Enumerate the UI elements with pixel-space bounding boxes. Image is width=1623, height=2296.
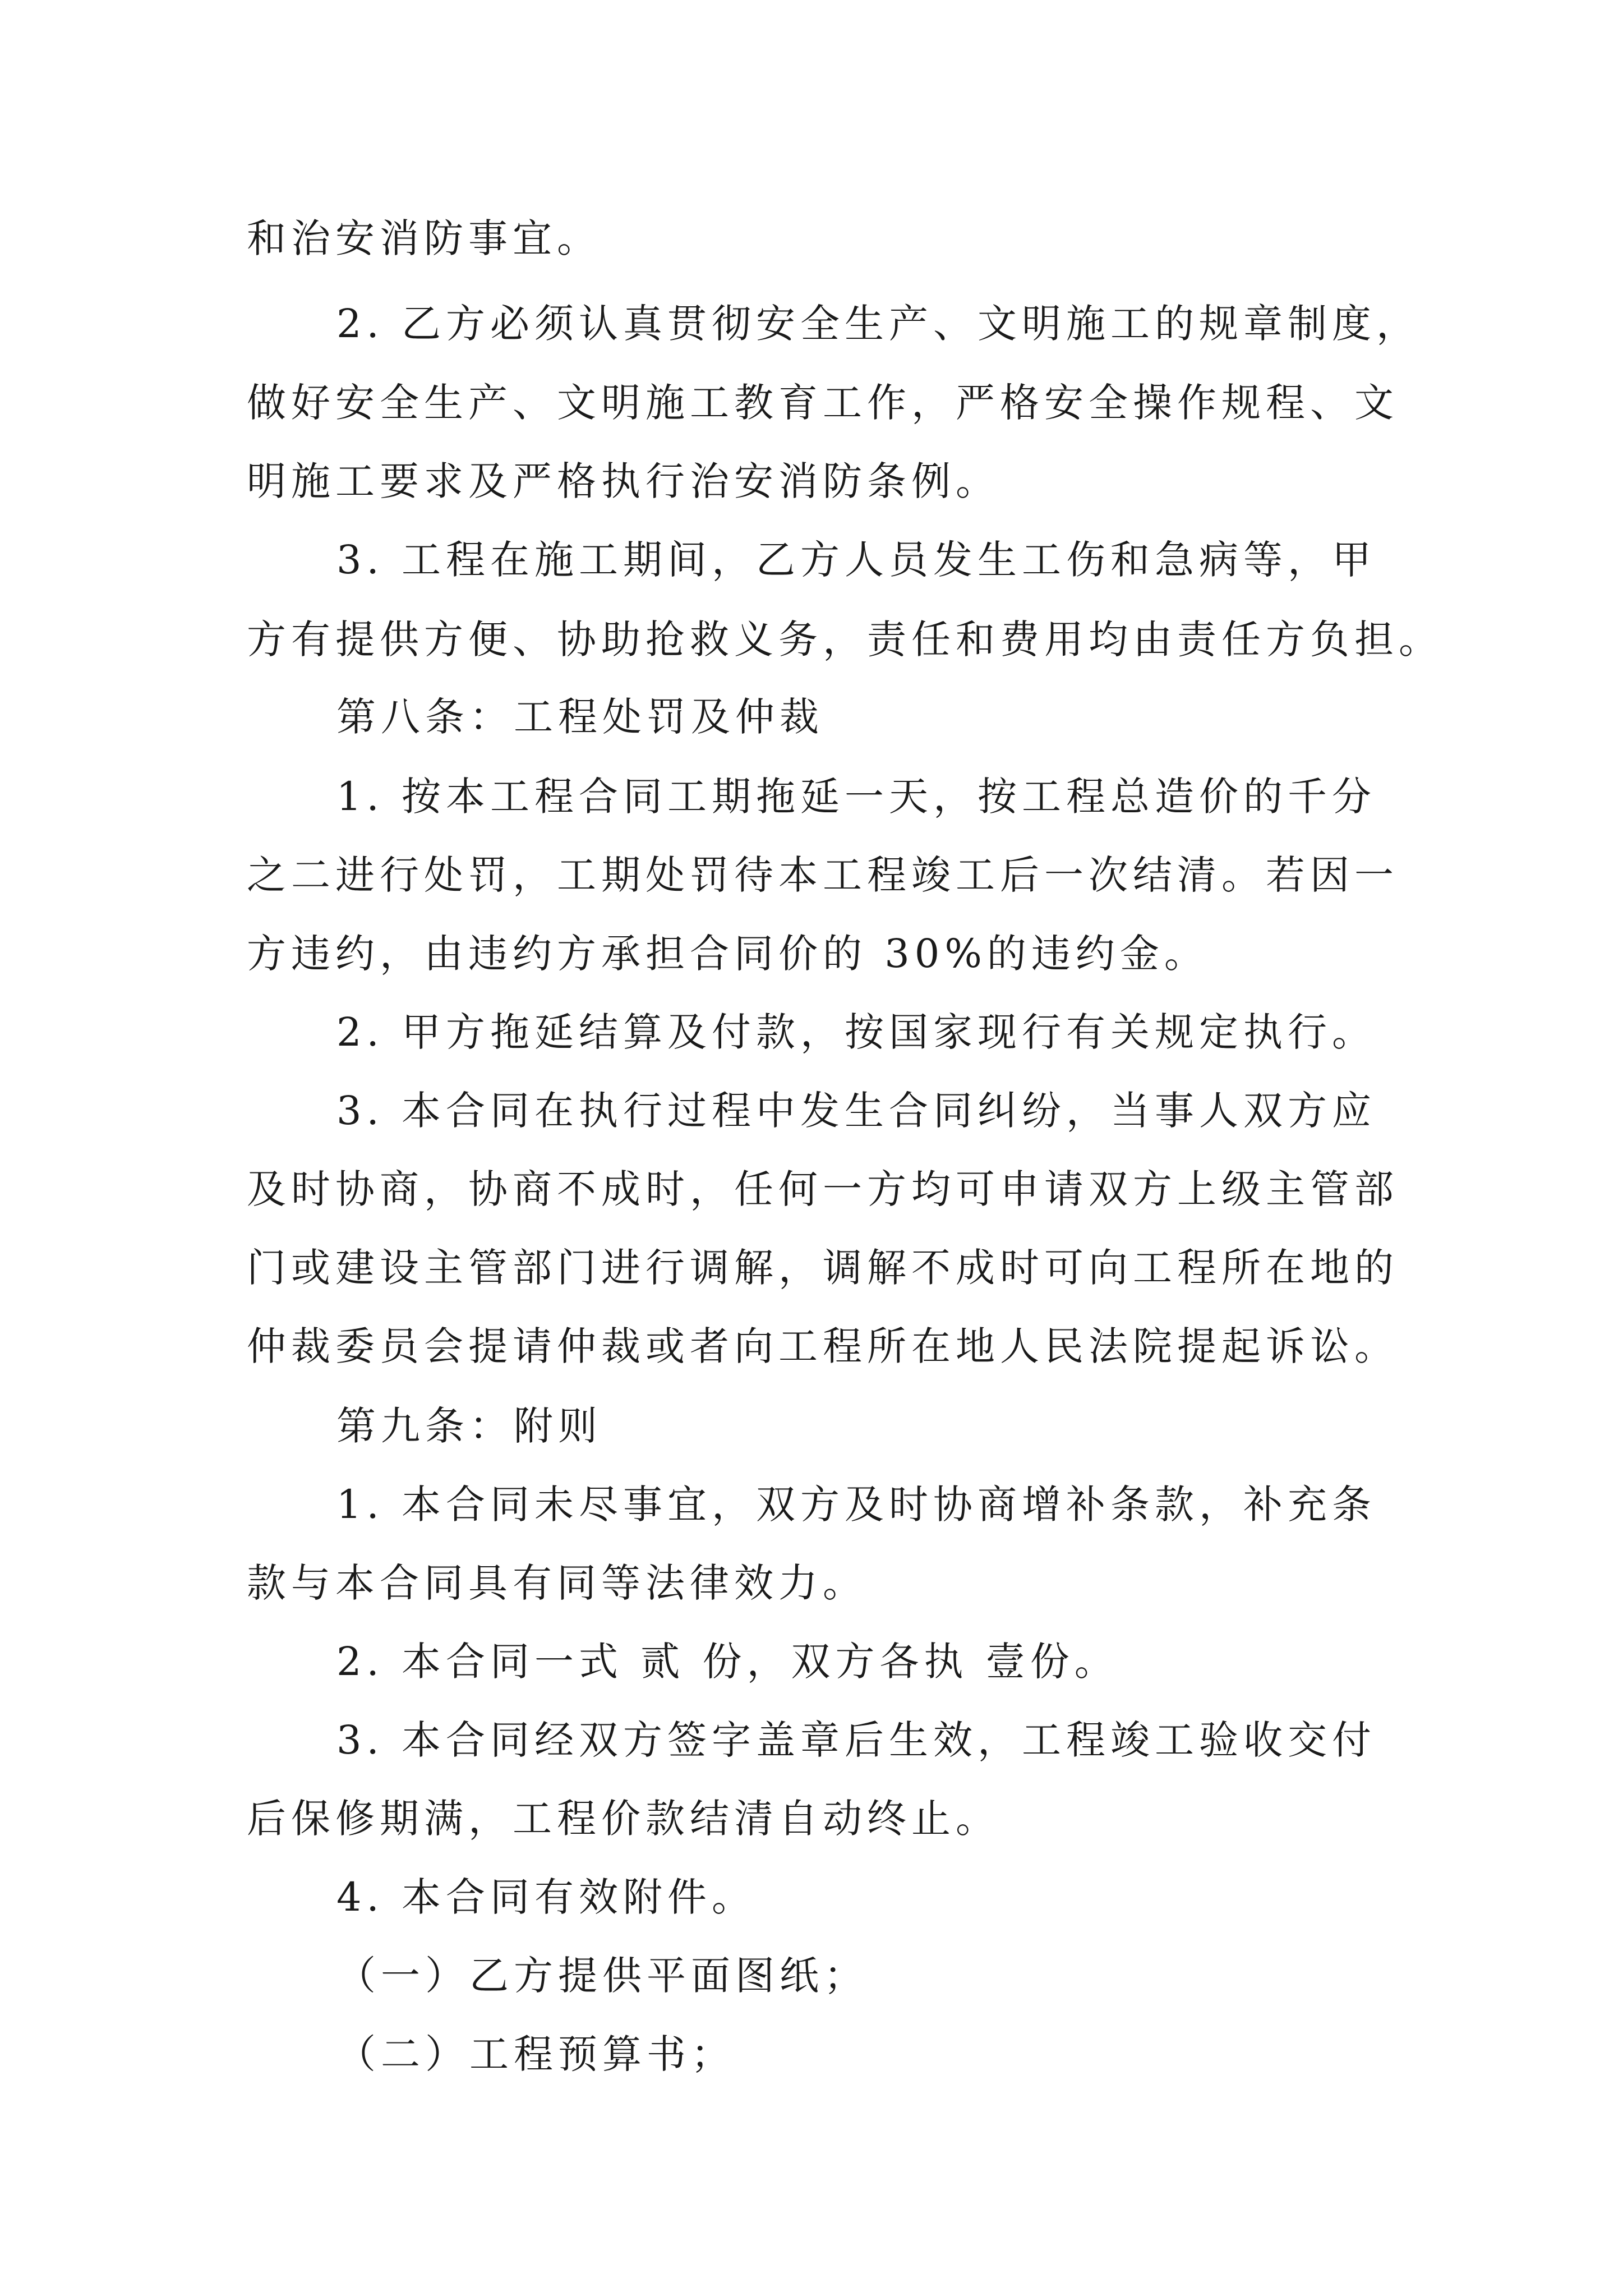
clause-9-1-line: 1. 本合同未尽事宜，双方及时协商增补条款，补充条: [336, 1481, 1377, 1527]
body-text-line: 后保修期满，工程价款结清自动终止。: [247, 1796, 1000, 1842]
body-text-line: 仲裁委员会提请仲裁或者向工程所在地人民法院提起诉讼。: [247, 1323, 1399, 1369]
clause-9-4-line: 4. 本合同有效附件。: [336, 1874, 757, 1920]
clause-9-2-line: 2. 本合同一式 贰 份，双方各执 壹份。: [336, 1639, 1119, 1685]
article-9-heading: 第九条：附则: [336, 1403, 602, 1449]
body-text-line: 门或建设主管部门进行调解，调解不成时可向工程所在地的: [247, 1245, 1399, 1291]
body-text-line: 之二进行处罚，工期处罚待本工程竣工后一次结清。若因一: [247, 852, 1399, 898]
body-text-line: 和治安消防事宜。: [247, 215, 601, 261]
clause-9-3-line: 3. 本合同经双方签字盖章后生效，工程竣工验收交付: [336, 1717, 1377, 1763]
attachment-item-2: （二）工程预算书；: [336, 2031, 735, 2077]
body-text-line: 方有提供方便、协助抢救义务，责任和费用均由责任方负担。: [247, 616, 1443, 662]
clause-8-3-line: 3. 本合同在执行过程中发生合同纠纷，当事人双方应: [336, 1088, 1377, 1134]
clause-7-2-line: 2. 乙方必须认真贯彻安全生产、文明施工的规章制度，: [336, 301, 1421, 347]
clause-8-2-line: 2. 甲方拖延结算及付款，按国家现行有关规定执行。: [336, 1009, 1377, 1055]
attachment-item-1: （一）乙方提供平面图纸；: [336, 1953, 868, 1999]
body-text-line: 方违约，由违约方承担合同价的 30%的违约金。: [247, 931, 1209, 977]
body-text-line: 明施工要求及严格执行治安消防条例。: [247, 458, 1000, 504]
body-text-line: 款与本合同具有同等法律效力。: [247, 1560, 867, 1606]
clause-8-1-line: 1. 按本工程合同工期拖延一天，按工程总造价的千分: [336, 774, 1377, 820]
body-text-line: 做好安全生产、文明施工教育工作，严格安全操作规程、文: [247, 380, 1399, 426]
article-8-heading: 第八条：工程处罚及仲裁: [336, 694, 824, 740]
body-text-line: 及时协商，协商不成时，任何一方均可申请双方上级主管部: [247, 1166, 1399, 1212]
clause-7-3-line: 3. 工程在施工期间，乙方人员发生工伤和急病等，甲: [336, 537, 1377, 583]
